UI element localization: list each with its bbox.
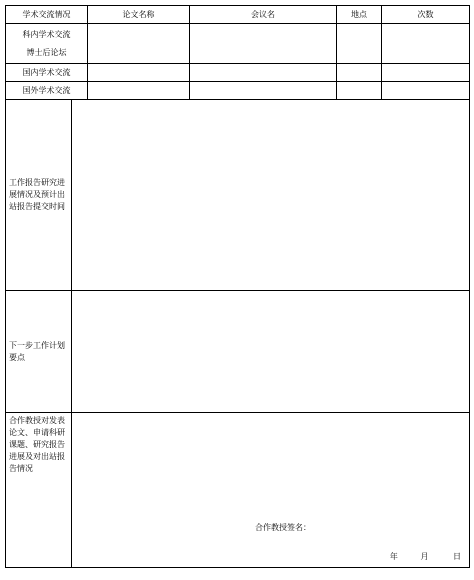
cell-count-3[interactable] <box>382 82 470 100</box>
advisor-signature-label: 合作教授签名： <box>255 523 311 532</box>
cell-paper-1[interactable] <box>88 24 190 64</box>
cell-conference-3[interactable] <box>190 82 337 100</box>
row-label-international: 国外学术交流 <box>6 82 88 100</box>
header-location: 地点 <box>337 6 382 24</box>
report-form-table <box>5 5 470 568</box>
table-row <box>6 24 470 64</box>
section-advisor-opinion <box>6 413 470 568</box>
cell-paper-2[interactable] <box>88 64 190 82</box>
table-row <box>6 82 470 100</box>
header-academic-exchange: 学术交流情况 <box>6 6 88 24</box>
cell-location-1[interactable] <box>337 24 382 64</box>
section-next-plan <box>6 291 470 413</box>
work-report-content[interactable] <box>72 100 470 291</box>
signature-date <box>390 552 461 562</box>
table-row <box>6 64 470 82</box>
header-count: 次数 <box>382 6 470 24</box>
section-work-report <box>6 100 470 291</box>
cell-location-3[interactable] <box>337 82 382 100</box>
cell-conference-2[interactable] <box>190 64 337 82</box>
cell-location-2[interactable] <box>337 64 382 82</box>
row-label-postdoc-forum: 博士后论坛 <box>26 47 67 57</box>
row-label-internal <box>6 24 88 64</box>
section-label-work-report: 工作报告研究进展情况及预计出站报告提交时间 <box>6 100 72 291</box>
advisor-opinion-content[interactable] <box>72 413 470 568</box>
row-label-internal-exchange: 科内学术交流 <box>22 29 71 39</box>
cell-paper-3[interactable] <box>88 82 190 100</box>
header-conference-name: 会议名 <box>190 6 337 24</box>
header-row <box>6 6 470 24</box>
date-year: 年 <box>389 552 398 561</box>
next-plan-content[interactable] <box>72 291 470 413</box>
date-day: 日 <box>453 552 461 561</box>
cell-conference-1[interactable] <box>190 24 337 64</box>
cell-count-2[interactable] <box>382 64 470 82</box>
header-paper-title: 论文名称 <box>88 6 190 24</box>
cell-count-1[interactable] <box>382 24 470 64</box>
section-label-advisor-opinion: 合作教授对发表论文、申请科研课题、研究报告进展及对出站报告情况 <box>6 413 72 568</box>
date-month: 月 <box>420 552 429 561</box>
row-label-domestic: 国内学术交流 <box>6 64 88 82</box>
section-label-next-plan: 下一步工作计划要点 <box>6 291 72 413</box>
